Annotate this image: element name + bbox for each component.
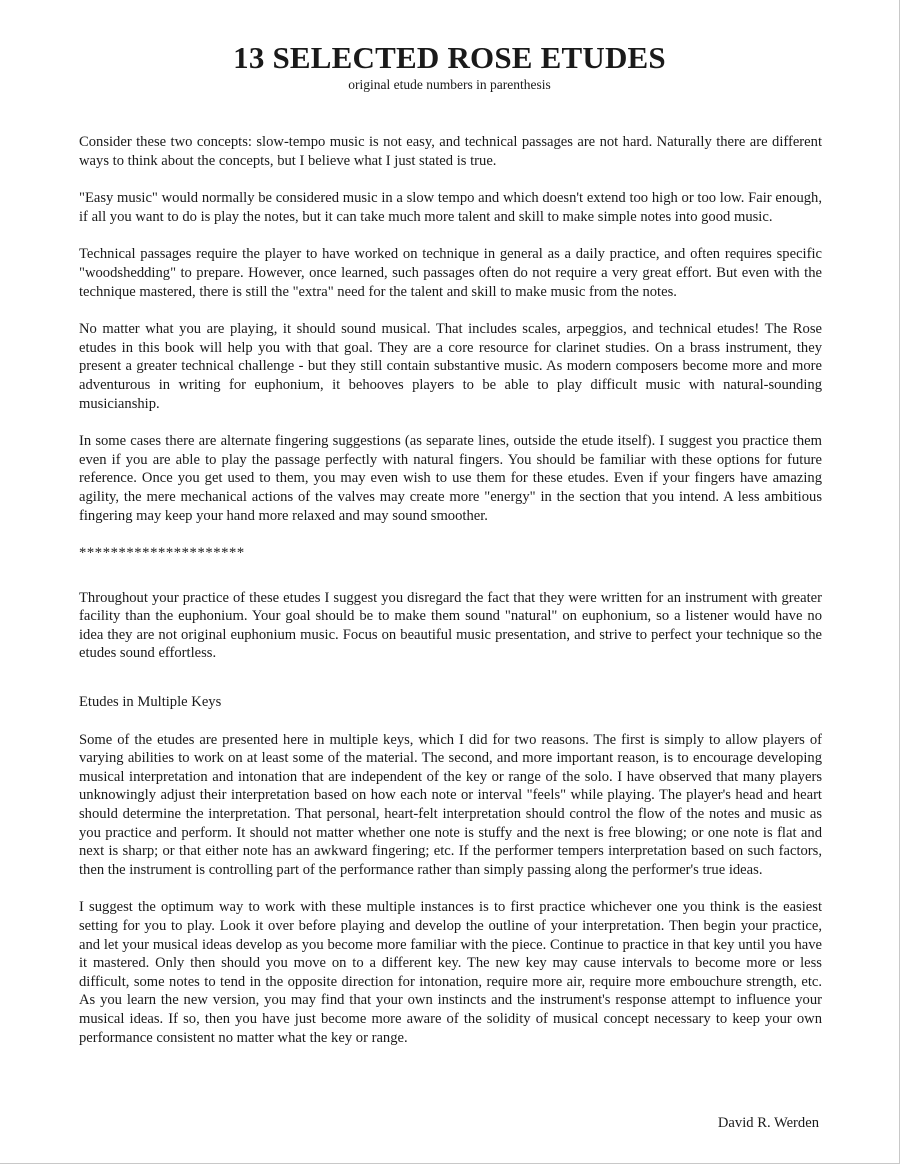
document-subtitle: original etude numbers in parenthesis bbox=[348, 77, 551, 92]
paragraph-practice-advice: Throughout your practice of these etudes I suggest you disregard the fact that they were written for an instrument with greater facility than the euphonium. Your goal should be to make them sound "natural" on euphonium, so a listener would have no idea they are not original euphonium music. Focus on beautiful music presentation, and strive to perfect your technique so the etudes sound effortless. bbox=[79, 589, 822, 662]
paragraph-sound-musical: No matter what you are playing, it should sound musical. That includes scales, arpeggios, and technical etudes! The Rose etudes in this book will help you with that goal. They are a core resource for clarinet studies. On a brass instrument, they present a greater technical challenge - but they still contain substantive music. As modern composers become more and more adventurous in writing for euphonium, it behooves players to be able to play difficult music with natural-sounding musicianship. bbox=[79, 321, 822, 412]
paragraph-technical-passages: Technical passages require the player to have worked on technique in general as a daily practice, and often requires specific "woodshedding" to prepare. However, once learned, such passages often do not require a very great effort. But even with the technique mastered, there is still the "extra" need for the talent and skill to make music from the notes. bbox=[79, 246, 822, 300]
paragraph-alternate-fingering: In some cases there are alternate fingering suggestions (as separate lines, outside the etude itself). I suggest you practice them even if you are able to play the passage perfectly with natural fingers. You should be familiar with these options for future reference. Once you get used to them, you may even wish to use them for these etudes. Even if your fingers have amazing agility, the mere mechanical actions of the valves may create more "energy" in the section that you intend. A less ambitious fingering may keep your hand more relaxed and may sound smoother. bbox=[79, 433, 822, 524]
section-heading: Etudes in Multiple Keys bbox=[79, 694, 222, 711]
document-title: 13 SELECTED ROSE ETUDES bbox=[233, 40, 666, 75]
paragraph-optimum-way: I suggest the optimum way to work with these multiple instances is to first practice whichever one you think is the easiest setting for you to play. Look it over before playing and develop the outline of your interpretation. Then begin your practice, and let your musical ideas develop as you become more familiar with the piece. Continue to practice in that key until you have it mastered. Only then should you move on to a different key. The new key may cause intervals to become more or less difficult, some notes to tend in the opposite direction for intonation, require more air, require more embouchure strength, etc. As you learn the new version, you may find that your own instincts and the instrument's response attempt to influence your musical ideas. If so, then you have just become more aware of the solidity of musical concept necessary to keep your own performance consistent no matter what the key or range. bbox=[79, 899, 822, 1046]
paragraph-easy-music: "Easy music" would normally be considered music in a slow tempo and which doesn't extend too high or too low. Fair enough, if all you want to do is play the notes, but it can take much more talent and skill to make simple notes into good music. bbox=[79, 190, 822, 225]
document-body bbox=[79, 133, 822, 1067]
paragraph-concepts: Consider these two concepts: slow-tempo music is not easy, and technical passages are not hard. Naturally there are different ways to think about the concepts, but I believe what I just stated is true. bbox=[79, 134, 822, 169]
paragraph-multiple-keys: Some of the etudes are presented here in multiple keys, which I did for two reasons. The first is simply to allow players of varying abilities to work on at least some of the material. The second, and more important reason, is to encourage developing musical interpretation and intonation that are independent of the key or range of the solo. I have observed that many players unknowingly adjust their interpretation based on how each note or interval "feels" while playing. The player's head and heart should determine the interpretation. That personal, heart-felt interpretation should control the flow of the notes and music as you practice and perform. It should not matter whether one note is stuffy and the next is free blowing; or one note is flat and next is sharp; or that either note has an awkward fingering; etc. If the performer tempers interpretation based on such factors, then the instrument is controlling part of the performance rather than simply passing along the performer's true ideas. bbox=[79, 731, 822, 878]
separator-stars: ********************* bbox=[79, 545, 245, 562]
author-signature: David R. Werden bbox=[717, 1115, 819, 1131]
